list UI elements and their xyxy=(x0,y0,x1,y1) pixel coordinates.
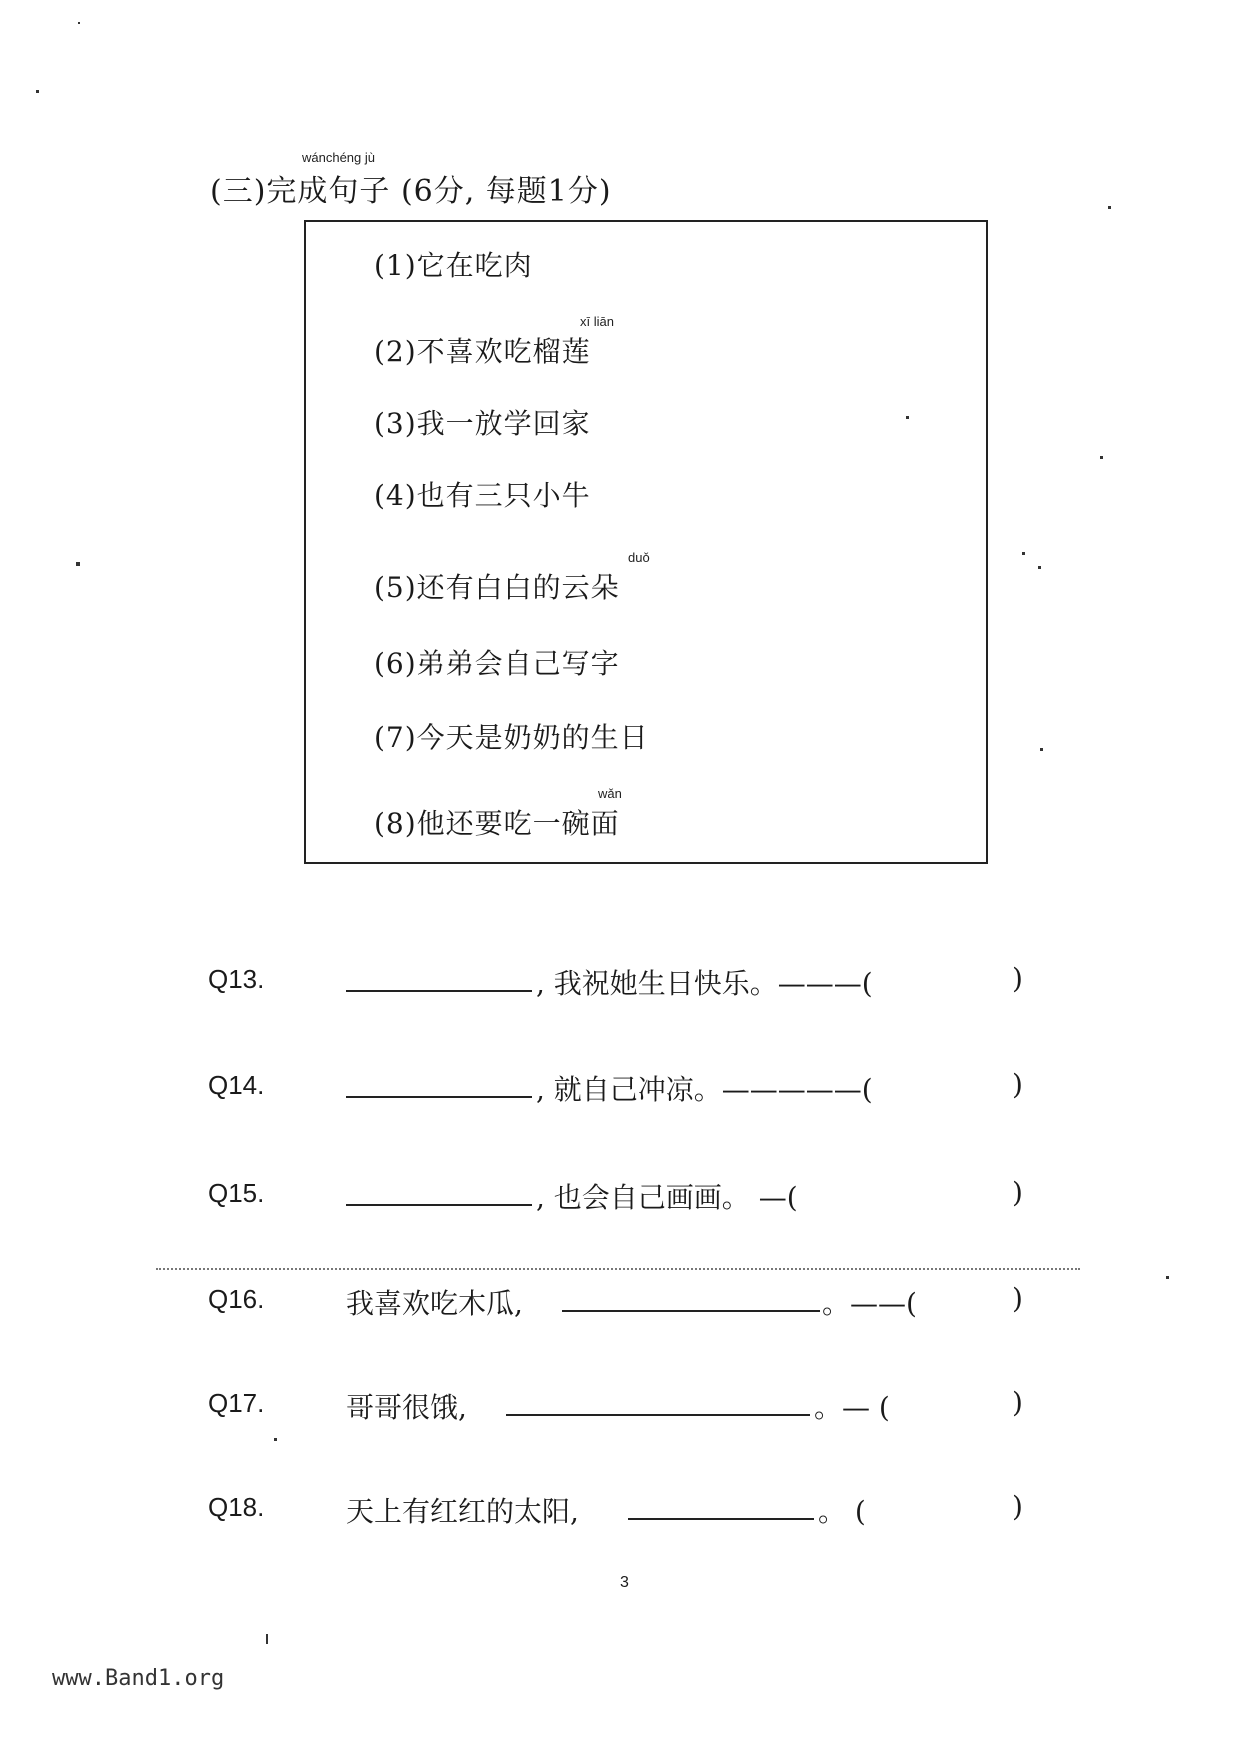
answer-paren-close: ) xyxy=(1012,1282,1023,1315)
answer-blank[interactable] xyxy=(346,1068,532,1098)
option-6: (6)弟弟会自己写字 xyxy=(374,647,620,680)
question-text-after: , 也会自己画画。 —( xyxy=(536,1181,798,1214)
dotted-scan-line xyxy=(156,1268,1080,1270)
scan-speck xyxy=(78,22,80,24)
question-number: Q16. xyxy=(208,1284,265,1314)
question-text-after: 。— ( xyxy=(814,1391,890,1424)
question-q14 xyxy=(0,1068,1239,1108)
scan-speck xyxy=(1100,456,1103,459)
options-box xyxy=(304,220,988,864)
question-text-after: 。 ( xyxy=(818,1495,866,1528)
answer-paren-close: ) xyxy=(1012,1068,1023,1101)
section-title: (三)完成句子 (6分, 每题1分) xyxy=(210,174,612,209)
question-text-before: 我喜欢吃木瓜, xyxy=(346,1287,523,1320)
option-8: (8)他还要吃一碗面 xyxy=(374,807,620,840)
page-number: 3 xyxy=(620,1574,629,1591)
scan-speck xyxy=(1022,552,1025,555)
question-q17 xyxy=(0,1386,1239,1426)
option-5: (5)还有白白的云朵 xyxy=(374,571,620,604)
answer-blank[interactable] xyxy=(562,1282,820,1312)
option-pinyin-5: duǒ xyxy=(628,550,650,565)
answer-paren-close: ) xyxy=(1012,1386,1023,1419)
answer-paren-close: ) xyxy=(1012,1490,1023,1523)
question-text-after: , 就自己冲凉。—————( xyxy=(536,1073,873,1106)
question-number: Q14. xyxy=(208,1070,265,1100)
question-q15 xyxy=(0,1176,1239,1216)
answer-blank[interactable] xyxy=(628,1490,814,1520)
answer-blank[interactable] xyxy=(346,962,532,992)
option-1: (1)它在吃肉 xyxy=(374,249,533,282)
option-4: (4)也有三只小牛 xyxy=(374,479,591,512)
question-text-after: 。——( xyxy=(822,1287,917,1320)
option-7: (7)今天是奶奶的生日 xyxy=(374,721,649,754)
scan-speck xyxy=(1038,566,1041,569)
option-2: (2)不喜欢吃榴莲 xyxy=(374,335,591,368)
option-pinyin-8: wǎn xyxy=(598,786,622,801)
question-text-after: , 我祝她生日快乐。———( xyxy=(536,967,873,1000)
question-q16 xyxy=(0,1282,1239,1322)
question-q13 xyxy=(0,962,1239,1002)
title-pinyin: wánchéng jù xyxy=(302,150,375,165)
scan-speck xyxy=(1166,1276,1169,1279)
scan-speck xyxy=(1040,748,1043,751)
scan-speck xyxy=(36,90,39,93)
question-q18 xyxy=(0,1490,1239,1530)
option-pinyin-2: xī liān xyxy=(580,314,614,329)
scan-speck xyxy=(274,1438,277,1441)
answer-paren-close: ) xyxy=(1012,1176,1023,1209)
scan-speck xyxy=(1108,206,1111,209)
option-3: (3)我一放学回家 xyxy=(374,407,591,440)
scan-speck xyxy=(76,562,80,566)
footer-url: www.Band1.org xyxy=(52,1666,225,1691)
scan-speck xyxy=(266,1634,268,1644)
scan-speck xyxy=(906,416,909,419)
question-text-before: 哥哥很饿, xyxy=(346,1391,467,1424)
question-text-before: 天上有红红的太阳, xyxy=(346,1495,579,1528)
question-number: Q13. xyxy=(208,964,265,994)
answer-paren-close: ) xyxy=(1012,962,1023,995)
question-number: Q17. xyxy=(208,1388,265,1418)
answer-blank[interactable] xyxy=(506,1386,810,1416)
question-number: Q15. xyxy=(208,1178,265,1208)
answer-blank[interactable] xyxy=(346,1176,532,1206)
question-number: Q18. xyxy=(208,1492,265,1522)
